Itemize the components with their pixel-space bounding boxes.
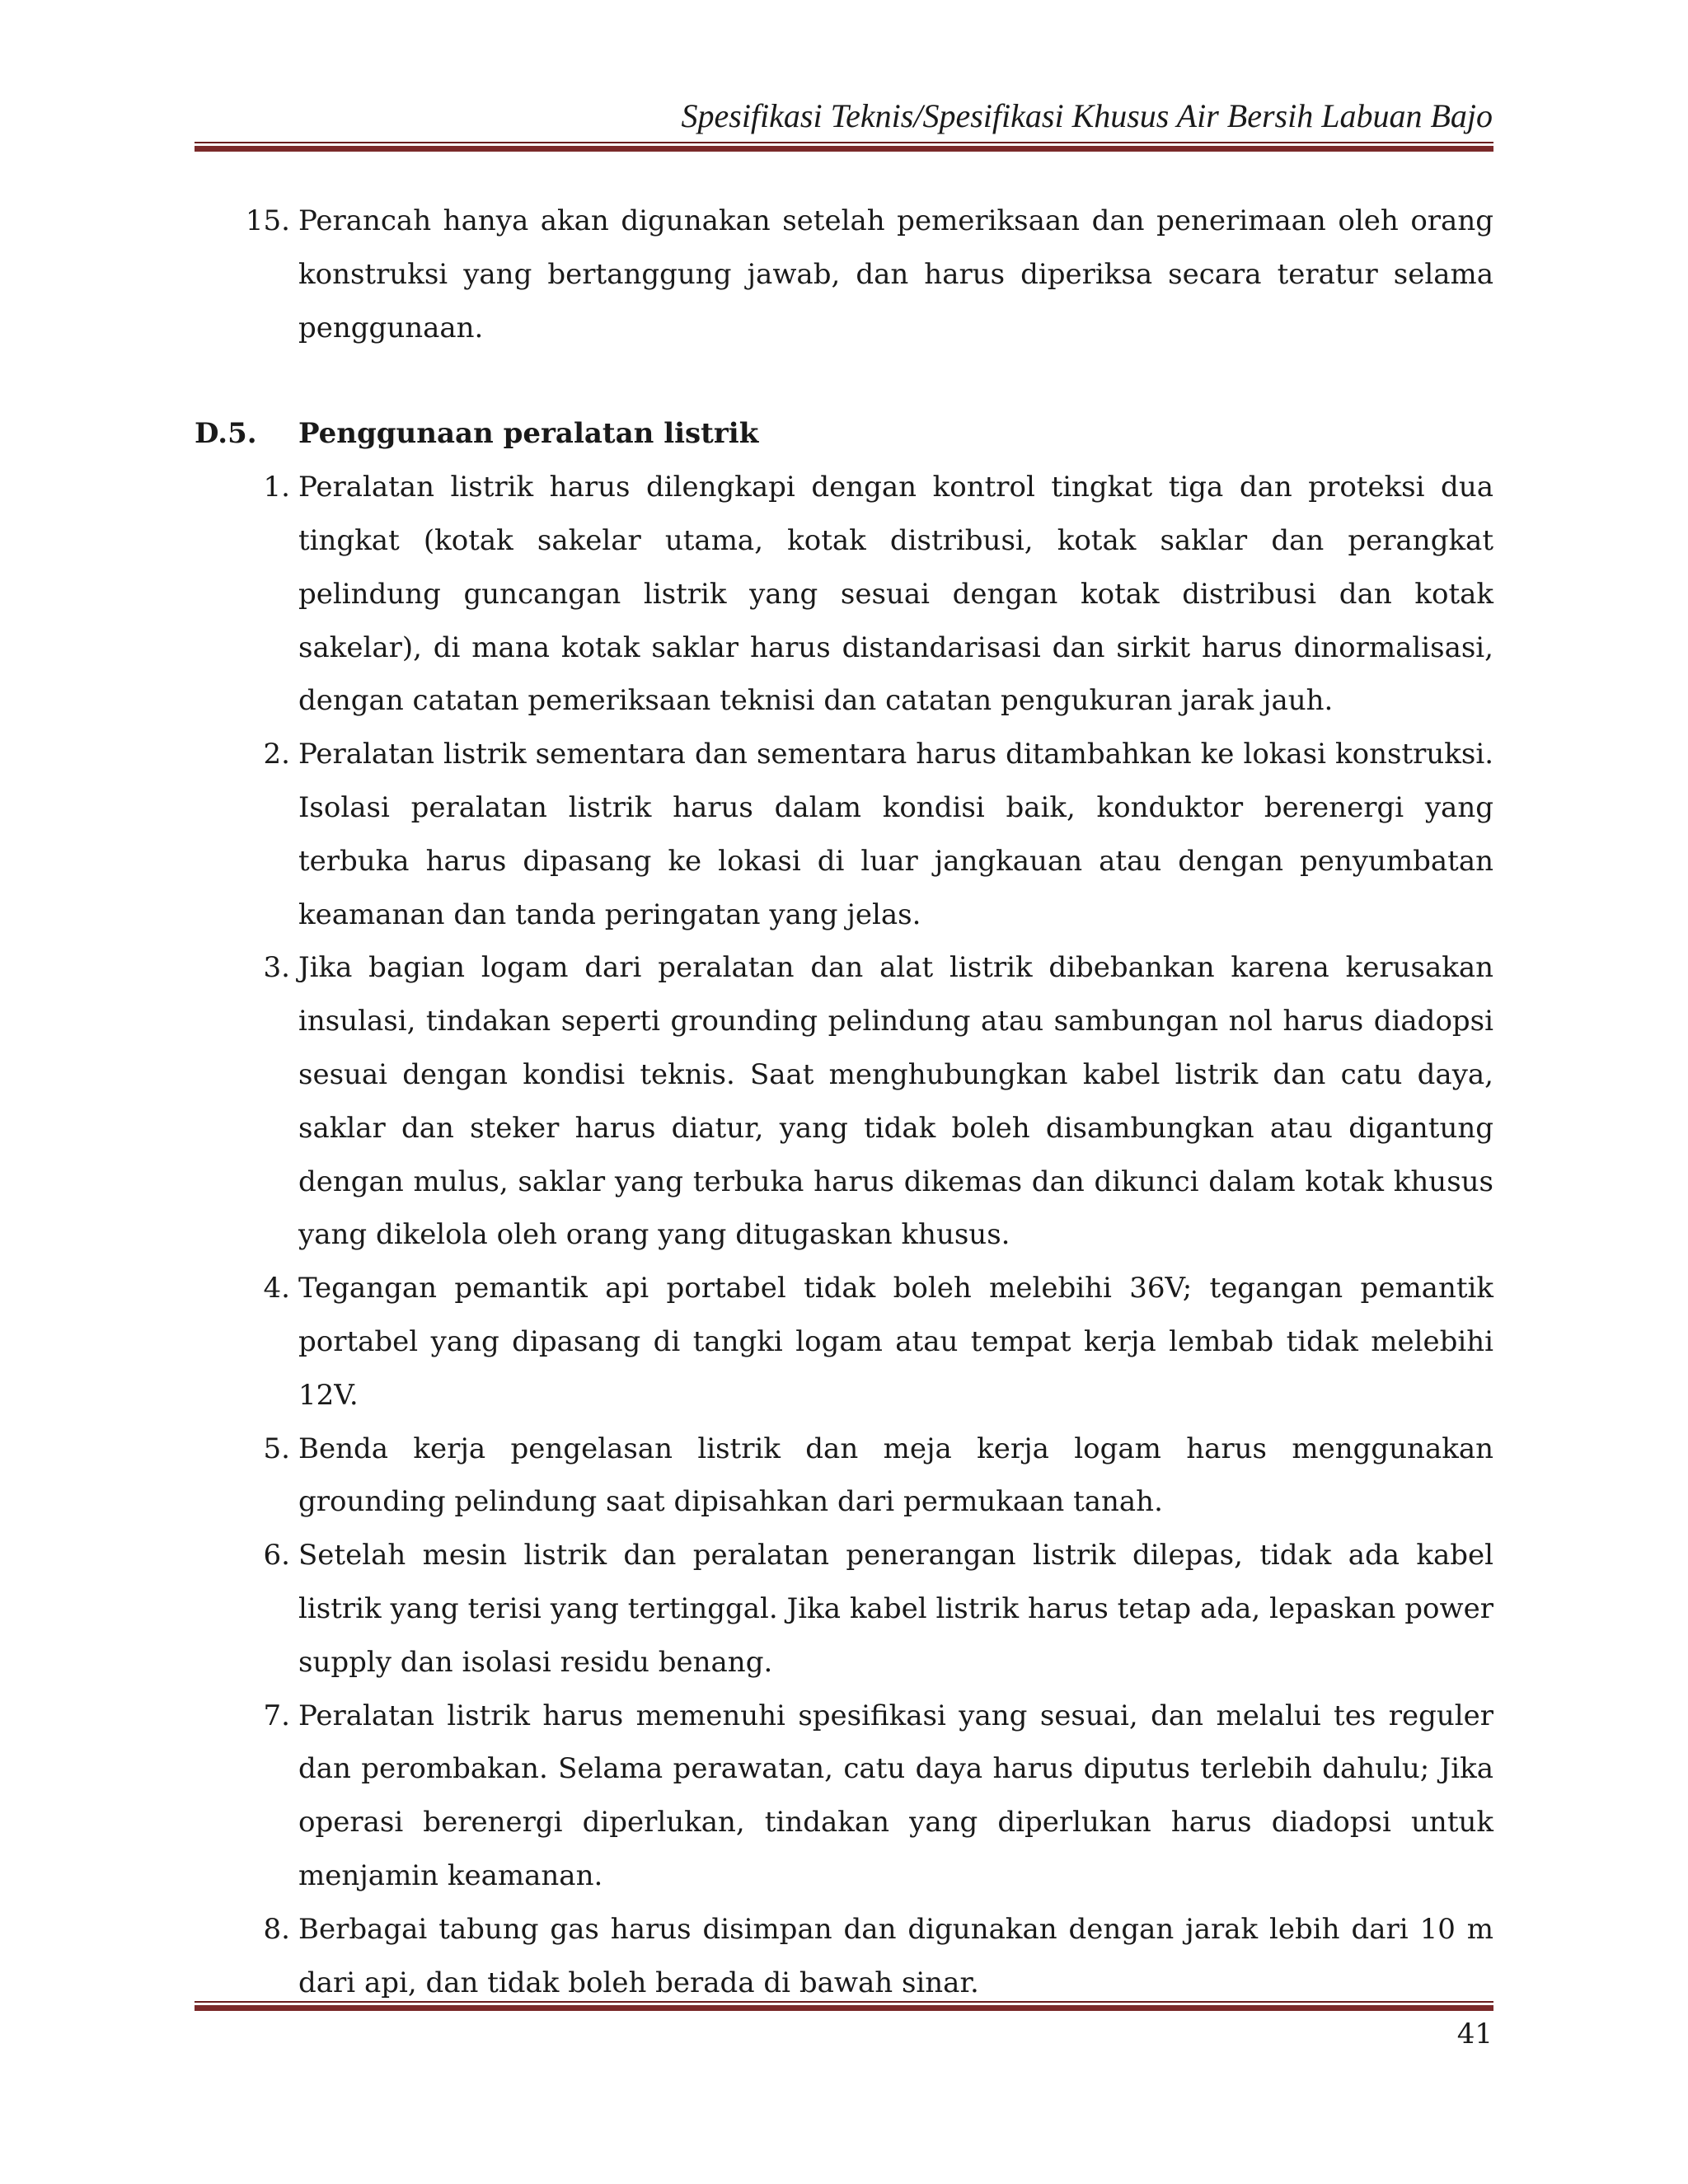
list-item xyxy=(195,1903,1493,2010)
list-item xyxy=(195,194,1493,354)
list-item-text: Berbagai tabung gas harus disimpan dan digunakan dengan jarak lebih dari 10 m dari api, dan tidak boleh berada di bawah sinar. xyxy=(298,1912,1493,1999)
list-item-number: 4. xyxy=(263,1272,290,1305)
list-item-text: Perancah hanya akan digunakan setelah pemeriksaan dan penerimaan oleh orang konstruksi yang bertanggung jawab, dan harus diperiksa secara teratur selama penggunaan. xyxy=(298,204,1493,344)
document-header-title: Spesifikasi Teknis/Spesifikasi Khusus Air Bersih Labuan Bajo xyxy=(681,97,1493,134)
footer-divider xyxy=(195,2001,1493,2011)
list-item xyxy=(195,728,1493,941)
list-item xyxy=(195,1262,1493,1422)
list-item-number: 15. xyxy=(245,204,290,237)
document-body xyxy=(195,194,1493,2009)
section-code: D.5. xyxy=(195,417,257,451)
list-item xyxy=(195,1529,1493,1689)
list-item xyxy=(195,1690,1493,1903)
list-item-number: 6. xyxy=(263,1539,290,1572)
list-item-text: Peralatan listrik sementara dan sementara harus ditambahkan ke lokasi konstruksi. Isolasi peralatan listrik harus dalam kondisi baik, konduktor berenergi yang terbuka harus dipasang ke lokasi di luar jangkauan atau dengan penyumbatan keamanan dan tanda peringatan yang jelas. xyxy=(298,738,1493,931)
list-item-text: Peralatan listrik harus dilengkapi dengan kontrol tingkat tiga dan proteksi dua tingkat (kotak sakelar utama, kotak distribusi, kotak saklar dan perangkat pelindung guncangan listrik yang sesuai dengan kotak distribusi dan kotak sakelar), di mana kotak saklar harus distandarisasi dan sirkit harus dinormalisasi, dengan catatan pemeriksaan teknisi dan catatan pengukuran jarak jauh. xyxy=(298,471,1493,718)
list-item xyxy=(195,941,1493,1262)
header-divider xyxy=(195,142,1493,152)
section-title: Penggunaan peralatan listrik xyxy=(298,417,759,451)
list-item-number: 5. xyxy=(263,1432,290,1465)
list-item-text: Peralatan listrik harus memenuhi spesifikasi yang sesuai, dan melalui tes reguler dan perombakan. Selama perawatan, catu daya harus diputus terlebih dahulu; Jika operasi berenergi diperlukan, tindakan yang diperlukan harus diadopsi untuk menjamin keamanan. xyxy=(298,1699,1493,1892)
list-item-text: Tegangan pemantik api portabel tidak boleh melebihi 36V; tegangan pemantik portabel yang dipasang di tangki logam atau tempat kerja lembab tidak melebihi 12V. xyxy=(298,1272,1493,1412)
list-item-number: 1. xyxy=(263,471,290,504)
list-item-number: 3. xyxy=(263,951,290,985)
list-item-text: Setelah mesin listrik dan peralatan penerangan listrik dilepas, tidak ada kabel listrik yang terisi yang tertinggal. Jika kabel listrik harus tetap ada, lepaskan power supply dan isolasi residu benang. xyxy=(298,1539,1493,1679)
list-item xyxy=(195,1422,1493,1530)
list-item-number: 8. xyxy=(263,1912,290,1946)
list-item-text: Benda kerja pengelasan listrik dan meja kerja logam harus menggunakan grounding pelindung saat dipisahkan dari permukaan tanah. xyxy=(298,1432,1493,1519)
list-item-text: Jika bagian logam dari peralatan dan alat listrik dibebankan karena kerusakan insulasi, tindakan seperti grounding pelindung atau sambungan nol harus diadopsi sesuai dengan kondisi teknis. Saat menghubungkan kabel listrik dan catu daya, saklar dan steker harus diatur, yang tidak boleh disambungkan atau digantung dengan mulus, saklar yang terbuka harus dikemas dan dikunci dalam kotak khusus yang dikelola oleh orang yang ditugaskan khusus. xyxy=(298,951,1493,1252)
section-heading xyxy=(195,407,1493,461)
list-item xyxy=(195,461,1493,728)
list-item-number: 2. xyxy=(263,738,290,771)
page-number: 41 xyxy=(1456,2018,1493,2050)
list-item-number: 7. xyxy=(263,1699,290,1732)
